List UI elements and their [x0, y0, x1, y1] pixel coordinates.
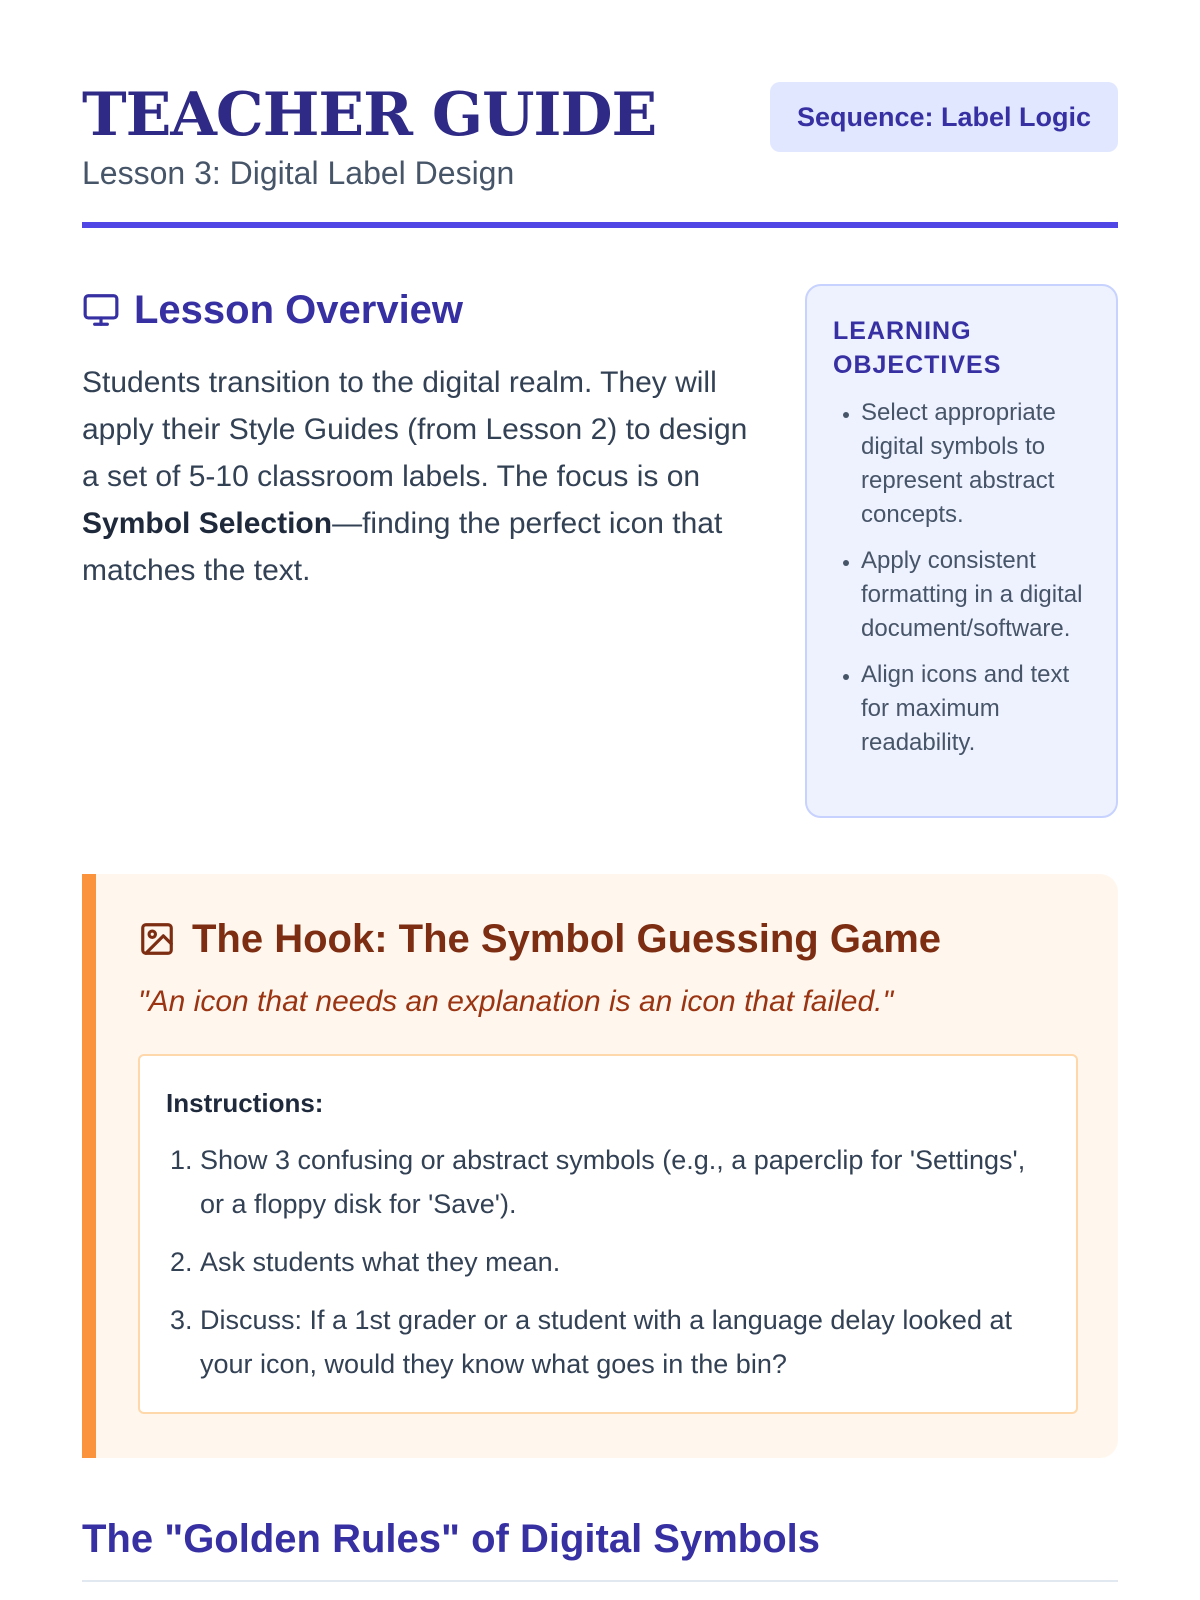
learning-objective-item: • Align icons and text for maximum readability.: [861, 658, 1090, 760]
golden-rules-heading: The "Golden Rules" of Digital Symbols: [82, 1517, 821, 1561]
hook-section: [82, 874, 1118, 1458]
instructions-list: [166, 1138, 1050, 1386]
hook-quote: "An icon that needs an explanation is an icon that failed.": [138, 985, 894, 1018]
lesson-overview-heading: [82, 285, 762, 335]
learning-objectives-title: LEARNING OBJECTIVES: [833, 317, 1002, 379]
lesson-overview-section: [82, 285, 762, 594]
learning-objectives-card: [805, 284, 1118, 818]
instruction-step: 2. Ask students what they mean.: [200, 1240, 1050, 1284]
header-divider: [82, 222, 1118, 228]
image-icon: [138, 920, 176, 958]
golden-rules-divider: [82, 1580, 1118, 1582]
overview-text-emphasis: Symbol Selection: [82, 507, 333, 540]
learning-objective-item: • Select appropriate digital symbols to represent abstract concepts.: [861, 396, 1090, 532]
overview-text-end: —finding the perfect icon that matches the text.: [82, 507, 723, 587]
overview-text-start: Students transition to the digital realm. They will apply their Style Guides (from Lesson 2) to design a set of 5-10 classroom labels. The focus is on: [82, 366, 748, 493]
page-title: TEACHER GUIDE: [82, 80, 657, 150]
instructions-title: Instructions:: [166, 1088, 324, 1118]
lesson-subtitle: Lesson 3: Digital Label Design: [82, 155, 515, 191]
instruction-step: 1. Show 3 confusing or abstract symbols (e.g., a paperclip for 'Settings', or a floppy disk for 'Save').: [200, 1138, 1050, 1226]
hook-heading-text: The Hook: The Symbol Guessing Game: [192, 917, 942, 961]
lesson-overview-heading-text: Lesson Overview: [134, 288, 464, 332]
hook-heading: [138, 914, 1078, 964]
learning-objective-item: • Apply consistent formatting in a digital document/software.: [861, 544, 1090, 646]
lesson-overview-text: [82, 359, 762, 594]
monitor-icon: [82, 291, 120, 329]
learning-objectives-list: [833, 396, 1090, 760]
page-header: [82, 80, 1118, 230]
sequence-badge: Sequence: Label Logic: [770, 82, 1118, 152]
instructions-box: [138, 1054, 1078, 1414]
instruction-step: 3. Discuss: If a 1st grader or a student with a language delay looked at your icon, would they know what goes in the bin?: [200, 1298, 1050, 1386]
